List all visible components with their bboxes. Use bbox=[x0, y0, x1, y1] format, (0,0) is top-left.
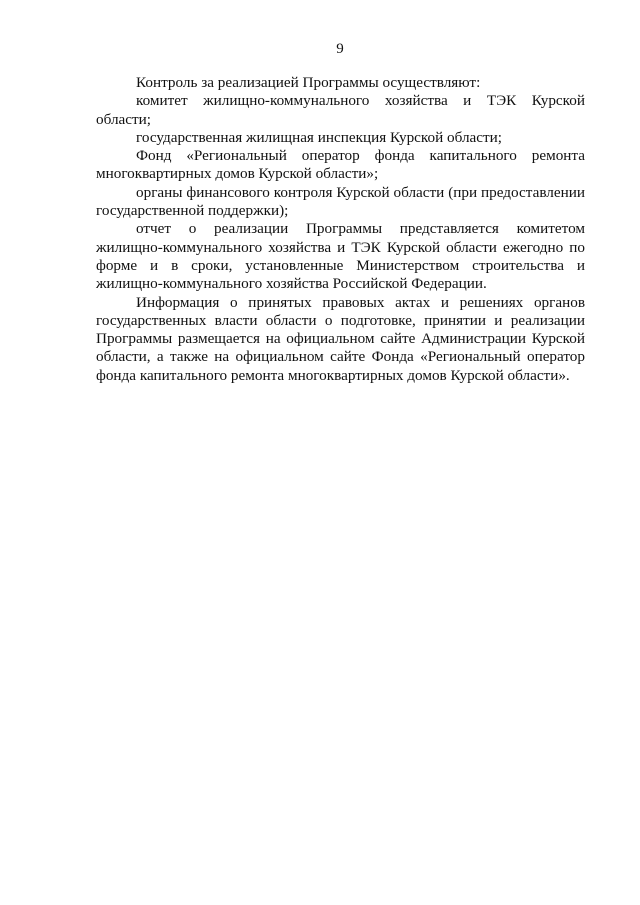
paragraph-housing-inspection: государственная жилищная инспекция Курской области; bbox=[136, 128, 503, 146]
paragraph-report: отчет о реализации Программы представляется комитетом жилищно-коммунального хозяйства и ТЭК Курской области ежегодно по форме и в сроки, установленные Министерством строительства и жилищно-коммунального хозяйства Российской Федерации. bbox=[96, 220, 585, 293]
paragraph-regional-fund: Фонд «Региональный оператор фонда капитального ремонта многоквартирных домов Курской области»; bbox=[96, 147, 585, 183]
document-body bbox=[96, 74, 585, 385]
paragraph-control-intro: Контроль за реализацией Программы осуществляют: bbox=[136, 74, 481, 91]
page-number: 9 bbox=[336, 41, 344, 57]
paragraph-information: Информация о принятых правовых актах и решениях органов государственных власти области о подготовке, принятии и реализации Программы размещается на официальном сайте Администрации Курской области, а также на официальном сайте Фонда «Региональный оператор фонда капитального ремонта многоквартирных домов Курской области». bbox=[96, 293, 585, 384]
paragraph-committee: комитет жилищно-коммунального хозяйства и ТЭК Курской области; bbox=[96, 92, 585, 128]
paragraph-financial-control: органы финансового контроля Курской области (при предоставлении государственной поддержки); bbox=[96, 183, 585, 220]
